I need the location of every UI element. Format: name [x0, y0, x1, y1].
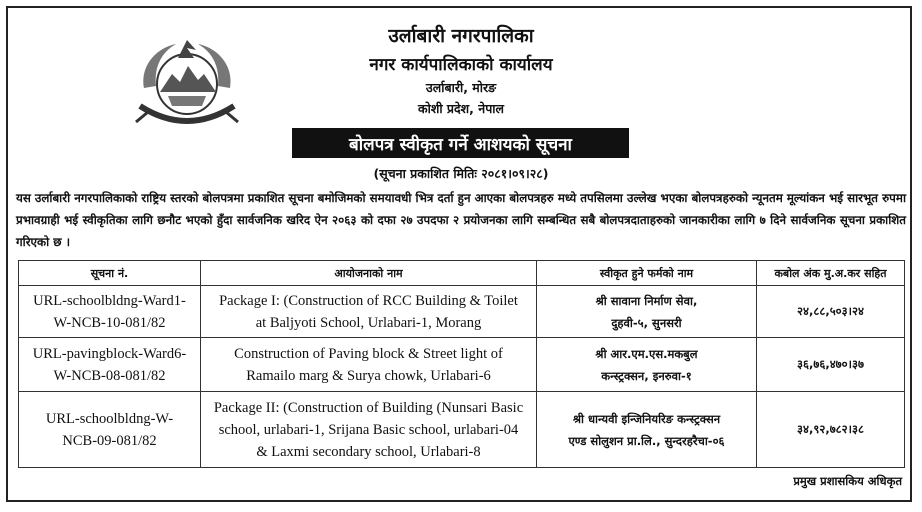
intro-paragraph: यस उर्लाबारी नगरपालिकाको राष्ट्रिय स्तरको बोलपत्रमा प्रकाशित सूचना बमोजिमको समयावधी भित्र दर्ता हुन आएका बोलपत्रहरु मध्ये तपसिलमा उल्लेख भएका बोलपत्रहरुको न्यूनतम मूल्यांकन भई सारभूत रुपमा प्रभावग्राही भई स्वीकृतिका लागि छनौट भएको हुँदा सार्वजनिक खरिद ऐन २०६३ को दफा २७ उपदफा २ प्रयोजनका लागि सम्बन्धित सबै बोलपत्रदाताहरुको जानकारीका लागि ७ दिने सार्वजनिक सूचना प्रकाशित गरिएको छ ।: [16, 191, 906, 249]
table-header-row: [19, 261, 905, 286]
amount-cell: ३४,९२,७८२।३८: [757, 392, 905, 468]
project-cell: Package I: (Construction of RCC Building & Toilet at Baljyoti School, Urlabari-1, Morang: [201, 286, 537, 338]
amount-cell: २४,८८,५०३।२४: [757, 286, 905, 338]
column-header-firm: स्वीकृत हुने फर्मको नाम: [537, 261, 757, 286]
column-header-project: आयोजनाको नाम: [201, 261, 537, 286]
amount-cell: ३६,७६,४७०।३७: [757, 338, 905, 392]
column-header-notice-no: सूचना नं.: [19, 261, 201, 286]
address-line-2: कोशी प्रदेश, नेपाल: [417, 101, 505, 116]
address-line-1: उर्लाबारी, मोरङ: [425, 80, 497, 95]
firm-cell: श्री धान्यवी इन्जिनियरिङ कन्स्ट्रक्सन एण्ड सोलुशन प्रा.लि., सुन्दरहरैचा-०६: [537, 392, 757, 468]
column-header-amount: कबोल अंक मु.अ.कर सहित: [757, 261, 905, 286]
table-row: [19, 286, 905, 338]
notice-no-cell: URL-pavingblock-Ward6- W-NCB-08-081/82: [19, 338, 201, 392]
firm-cell: श्री सावाना निर्माण सेवा, दुहवी-५, सुनसरी: [537, 286, 757, 338]
table-row: [19, 392, 905, 468]
accepted-bids-table: [18, 260, 905, 468]
organization-name: उर्लाबारी नगरपालिका: [388, 25, 534, 47]
published-date: (सूचना प्रकाशित मितिः २०८१।०९।२८): [373, 166, 549, 181]
project-cell: Package II: (Construction of Building (Nunsari Basic school, urlabari-1, Srijana Basic school, urlabari-04 & Laxmi secondary school, Urlabari-8: [201, 392, 537, 468]
office-name: नगर कार्यपालिकाको कार्यालय: [369, 55, 553, 75]
table-row: [19, 338, 905, 392]
project-cell: Construction of Paving block & Street light of Ramailo marg & Surya chowk, Urlabari-6: [201, 338, 537, 392]
signature-title: प्रमुख प्रशासकिय अधिकृत: [793, 474, 902, 488]
firm-cell: श्री आर.एम.एस.मकबुल कन्स्ट्रक्सन, इनरुवा-१: [537, 338, 757, 392]
notice-title: बोलपत्र स्वीकृत गर्ने आशयको सूचना: [292, 128, 629, 158]
notice-no-cell: URL-schoolbldng-W- NCB-09-081/82: [19, 392, 201, 468]
notice-no-cell: URL-schoolbldng-Ward1- W-NCB-10-081/82: [19, 286, 201, 338]
